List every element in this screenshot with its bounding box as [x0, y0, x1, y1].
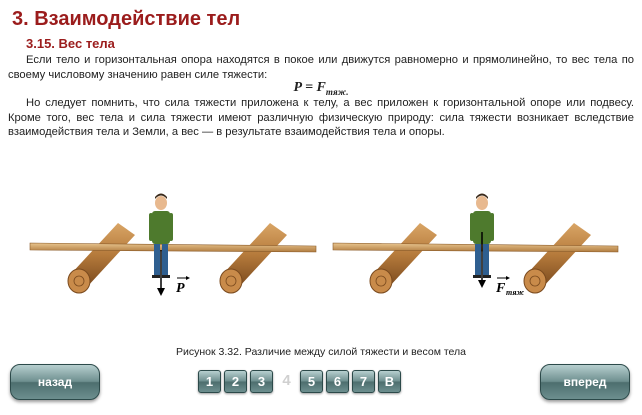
- log-left-2: [220, 223, 287, 293]
- page-button-summary[interactable]: В: [378, 370, 401, 393]
- left-scene: [30, 194, 316, 297]
- label-gravity: [495, 276, 524, 297]
- section-title: 3.15. Вес тела: [26, 36, 115, 51]
- paragraph-1: Если тело и горизонтальная опора находятся в покое или движутся равномерно и прямолинейно, то вес тела по своему числовому значению равен силе тяжести:: [8, 54, 634, 81]
- page-button-2[interactable]: 2: [224, 370, 247, 393]
- page-button-7[interactable]: 7: [352, 370, 375, 393]
- page-button-6[interactable]: 6: [326, 370, 349, 393]
- page-button-1[interactable]: 1: [198, 370, 221, 393]
- log-left-1: [68, 223, 135, 293]
- page-button-current: 4: [282, 372, 291, 389]
- label-weight: [176, 276, 190, 296]
- formula-main: P = F: [293, 80, 326, 95]
- figure-weight-vs-gravity: [0, 180, 642, 310]
- svg-text:F: F: [496, 281, 506, 296]
- svg-text:тяж: тяж: [506, 288, 525, 297]
- chapter-title: 3. Взаимодействие тел: [12, 8, 241, 30]
- right-scene: [333, 194, 618, 298]
- formula-subscript: тяж.: [325, 86, 349, 97]
- paragraph-2: Но следует помнить, что сила тяжести приложена к телу, а вес приложен к горизонтальной опоре или подвесу. Кроме того, вес тела и сила тяжести имеют различную физическую природу: сила тяжести возникает вследствие взаимодействия тела и Земли, а вес — в результате взаимодействия тела и опоры.: [8, 97, 634, 138]
- forward-button[interactable]: вперед: [540, 364, 630, 400]
- svg-text:P: P: [176, 281, 185, 296]
- page-button-5[interactable]: 5: [300, 370, 323, 393]
- log-right-1: [370, 223, 437, 293]
- figure-caption: Рисунок 3.32. Различие между силой тяжести и весом тела: [176, 346, 466, 358]
- page-navigation: [198, 370, 401, 393]
- formula: [0, 80, 642, 97]
- back-button[interactable]: назад: [10, 364, 100, 400]
- log-right-2: [524, 223, 591, 293]
- page-button-3[interactable]: 3: [250, 370, 273, 393]
